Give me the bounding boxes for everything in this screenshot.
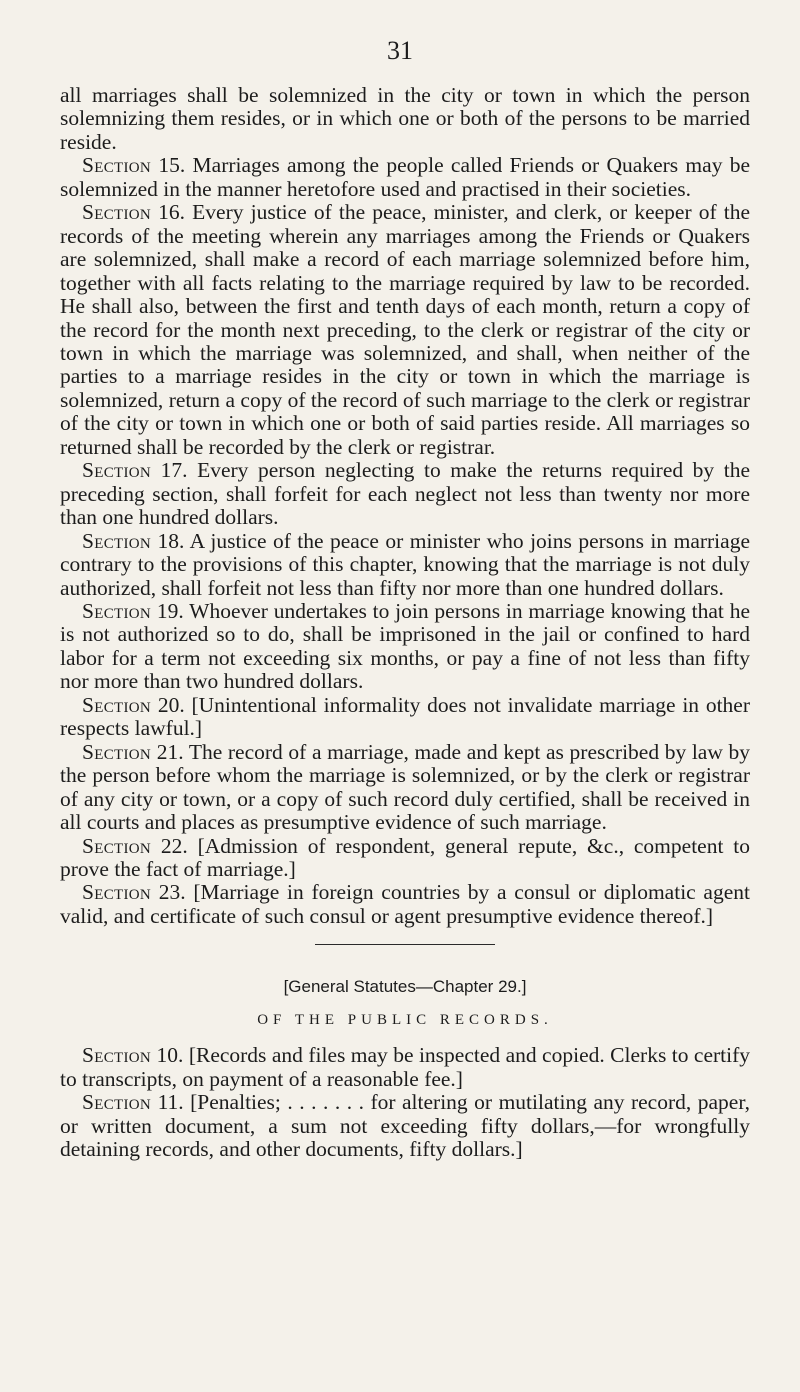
section-paragraph xyxy=(60,741,750,835)
section-paragraph xyxy=(60,1044,750,1091)
section-paragraph xyxy=(60,835,750,882)
section-paragraph xyxy=(60,154,750,201)
section-text: [Admission of respondent, general repute, &c., competent to prove the fact of marriage.] xyxy=(60,833,750,881)
section-label: Section xyxy=(82,200,152,225)
body-text xyxy=(60,84,750,1161)
section-number: 18. xyxy=(157,528,185,553)
section-text: Every justice of the peace, minister, and clerk, or keeper of the records of the meeting wherein any marriages among the Friends or Quakers are solemnized, shall make a record of each marriage solemnized before him, together with all facts relating to the marriage required by law to be recorded. He shall also, between the first and tenth days of each month, return a copy of the record for the month next preceding, to the clerk or registrar of the city or town in which the marriage was solemnized, and shall, when neither of the parties to a marriage resides in the city or town in which the marriage is solemnized, return a copy of the record of such marriage to the clerk or registrar of the city or town in which one or both of said parties reside. All marriages so returned shall be recorded by the clerk or registrar. xyxy=(60,200,750,459)
section-label: Section xyxy=(82,153,152,178)
section-paragraph xyxy=(60,201,750,459)
section-label: Section xyxy=(82,458,152,483)
section-label: Section xyxy=(82,1043,152,1068)
marriage-sections xyxy=(60,154,750,928)
section-number: 21. xyxy=(156,739,184,764)
section-number: 10. xyxy=(156,1043,184,1068)
intro-paragraph: all marriages shall be solemnized in the city or town in which the person solemnizing them resides, or in which one or both of the persons to be married reside. xyxy=(60,83,750,154)
section-label: Section xyxy=(82,1090,152,1115)
section-label: Section xyxy=(82,833,152,858)
section-text: [Penalties; . . . . . . . for altering or mutilating any record, paper, or written document, a sum not exceeding fifty dollars,—for wrongfully detaining records, and other documents, fifty dollars.] xyxy=(60,1090,751,1162)
section-label: Section xyxy=(82,598,152,623)
section-number: 19. xyxy=(156,598,184,623)
section-label: Section xyxy=(82,692,152,717)
section-number: 15. xyxy=(158,153,186,178)
section-text: Whoever undertakes to join persons in marriage knowing that he is not authorized so to do, shall be imprisoned in the jail or confined to hard labor for a term not exceeding six months, or pay a fine of not less than fifty nor more than two hundred dollars. xyxy=(60,598,750,694)
public-records-sections xyxy=(60,1044,750,1161)
section-text: The record of a marriage, made and kept as prescribed by law by the person before whom the marriage is solemnized, or by the clerk or registrar of any city or town, or a copy of such record duly certified, shall be received in all courts and places as presumptive evidence of such marriage. xyxy=(60,739,751,835)
section-number: 16. xyxy=(158,200,186,225)
section-paragraph xyxy=(60,1091,750,1161)
section-paragraph xyxy=(60,694,750,741)
section-paragraph xyxy=(60,600,750,694)
section-text: A justice of the peace or minister who joins persons in marriage contrary to the provisions of this chapter, knowing that the marriage is not duly authorized, shall forfeit not less than fifty nor more than one hundred dollars. xyxy=(60,528,750,600)
section-number: 20. xyxy=(157,692,185,717)
section-paragraph xyxy=(60,459,750,529)
section-paragraph xyxy=(60,881,750,928)
section-text: [Marriage in foreign countries by a consul or diplomatic agent valid, and certificate of such consul or agent presumptive evidence thereof.] xyxy=(60,880,750,928)
section-text: Marriages among the people called Friends or Quakers may be solemnized in the manner heretofore used and practised in their societies. xyxy=(60,153,751,201)
statute-reference: [General Statutes—Chapter 29.] xyxy=(283,977,527,997)
section-divider xyxy=(315,944,495,945)
section-label: Section xyxy=(82,739,152,764)
section-number: 23. xyxy=(158,880,186,905)
section-label: Section xyxy=(82,528,152,553)
section-number: 17. xyxy=(160,458,188,483)
section-paragraph xyxy=(60,530,750,600)
section-text: Every person neglecting to make the returns required by the preceding section, shall forfeit for each neglect not less than twenty nor more than one hundred dollars. xyxy=(60,458,751,530)
section-number: 22. xyxy=(160,833,188,858)
section-label: Section xyxy=(82,880,152,905)
section-text: [Unintentional informality does not invalidate marriage in other respects lawful.] xyxy=(60,692,750,741)
section-number: 11. xyxy=(157,1090,184,1115)
chapter-heading: OF THE PUBLIC RECORDS. xyxy=(257,1011,553,1028)
page-number: 31 xyxy=(387,36,413,65)
section-text: [Records and files may be inspected and copied. Clerks to certify to transcripts, on payment of a reasonable fee.] xyxy=(60,1043,751,1091)
